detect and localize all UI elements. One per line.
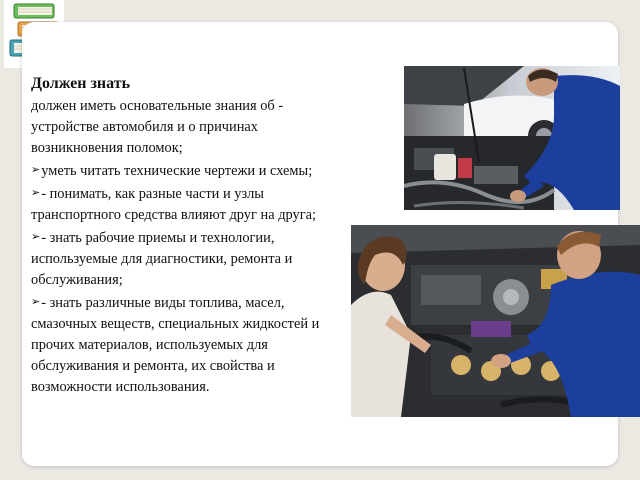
bullet-text: - понимать, как разные части и узлы транспортного средства влияют друг на друга; [31,186,317,223]
bullet-text: уметь читать технические чертежи и схемы; [41,163,313,179]
bullet-item [31,159,349,182]
bullet-item [31,226,349,291]
triangle-bullet-icon: ➢ [31,186,41,199]
triangle-bullet-icon: ➢ [31,163,41,176]
bullet-text: - знать рабочие приемы и технологии, используемые для диагностики, ремонта и обслуживания; [31,230,293,288]
intro-text: должен иметь основательные знания об - устройстве автомобиля и о причинах возникновения поломок; [31,98,284,156]
content-text-block [31,74,349,398]
triangle-bullet-icon: ➢ [31,230,41,243]
bullet-text: - знать различные виды топлива, масел, смазочных веществ, специальных жидкостей и прочих материалов, используемых для обслуживания и ремонта, их свойства и возможности использования. [31,295,320,395]
bullet-item [31,291,349,398]
mechanics-at-engine-photo [351,225,640,417]
triangle-bullet-icon: ➢ [31,295,41,308]
bullet-item [31,182,349,226]
mechanic-under-hood-photo [404,66,620,210]
heading: Должен знать [31,75,131,92]
